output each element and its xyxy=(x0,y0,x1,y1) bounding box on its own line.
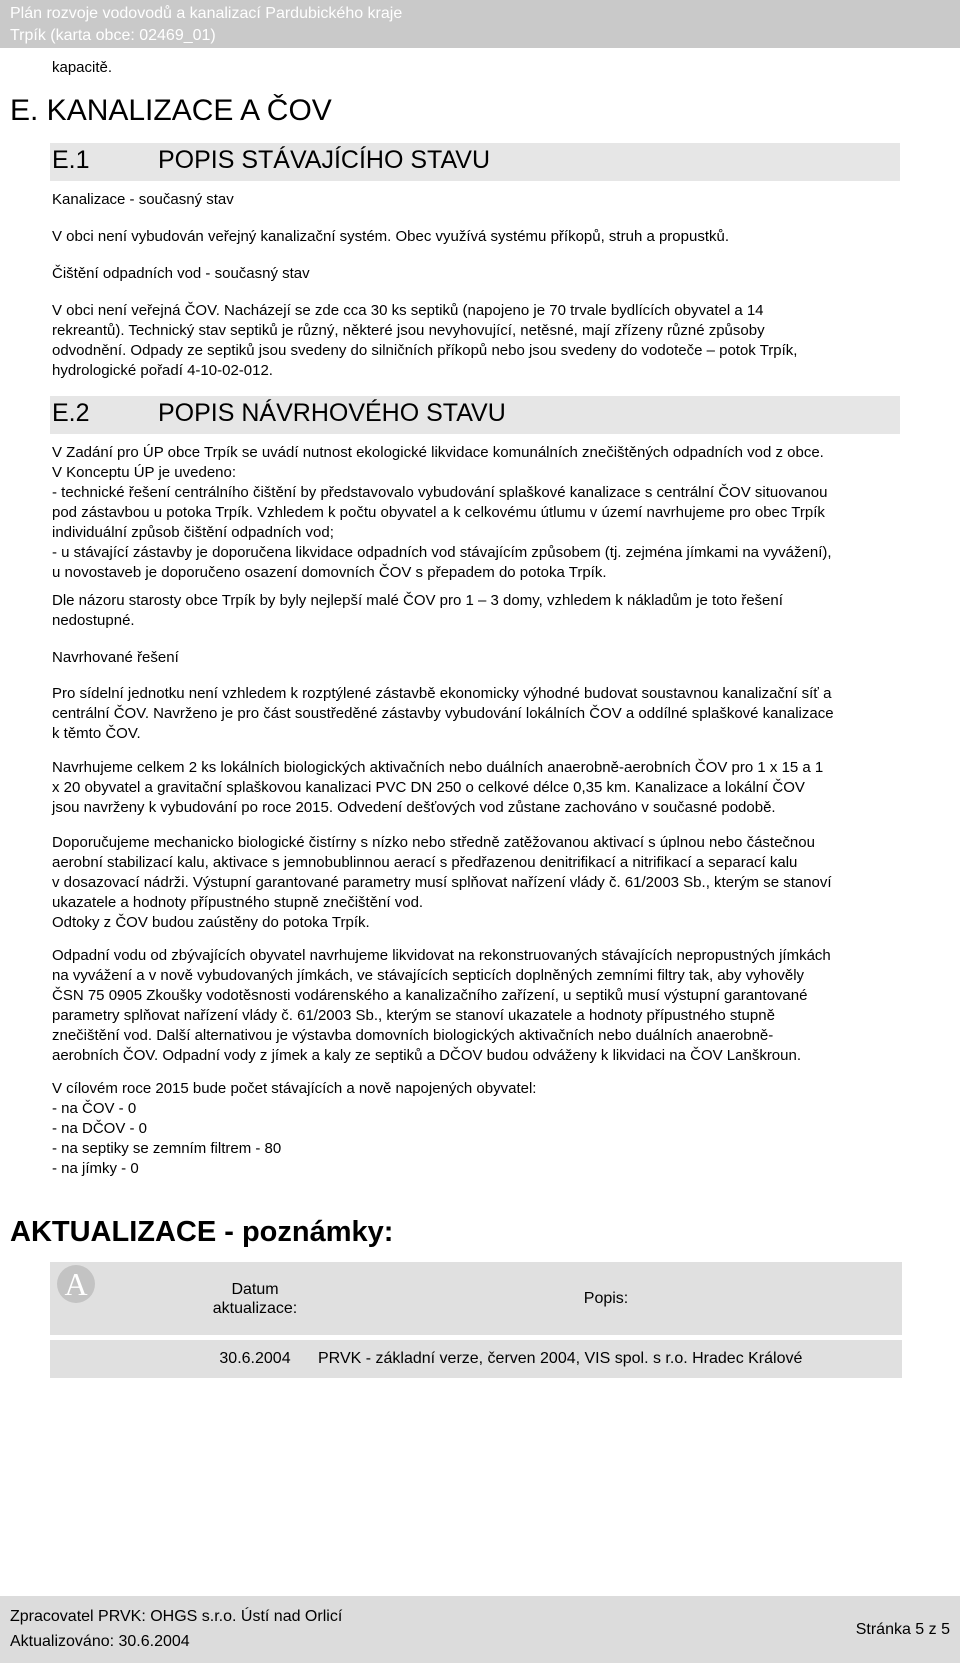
text-line: ukazatele a hodnoty přípustného stupně znečištění vod. xyxy=(52,894,424,911)
text-line: Pro sídelní jednotku není vzhledem k rozptýlené zástavbě ekonomicky výhodné budovat soustavnou kanalizační síť a xyxy=(52,685,832,702)
paragraph-wastewater-current xyxy=(52,301,902,381)
text-line: znečištění vod. Další alternativou je výstavba domovních biologických aktivačních nebo duálních anaerobně- xyxy=(52,1027,774,1044)
text-line: k těmto ČOV. xyxy=(52,725,141,742)
section-title: POPIS STÁVAJÍCÍHO STAVU xyxy=(158,146,491,174)
text-line: nedostupné. xyxy=(52,612,135,629)
text-line: V Zadání pro ÚP obce Trpík se uvádí nutnost ekologické likvidace komunálních znečištěných odpadních vod z obce. xyxy=(52,444,824,461)
text-line: Navrhujeme celkem 2 ks lokálních biologických aktivačních nebo duálních anaerobně-aerobních ČOV pro 1 x 15 a 1 xyxy=(52,759,824,776)
row-spacer xyxy=(50,1340,200,1378)
text-line: pod zástavbou u potoka Trpík. Vzhledem k počtu obyvatel a k celkovému útlumu v území navrhujeme pro obec Trpík xyxy=(52,504,825,521)
text-line: V cílovém roce 2015 bude počet stávajících a nově napojených obyvatel: xyxy=(52,1080,537,1097)
text-line: V Konceptu ÚP je uvedeno: xyxy=(52,464,237,481)
text-line: Odpadní vodu od zbývajících obyvatel navrhujeme likvidovat na rekonstruovaných stávajících nepropustných jímkách xyxy=(52,947,831,964)
subheading-wastewater-current: Čištění odpadních vod - současný stav xyxy=(52,265,310,282)
text-line: aerobních ČOV. Odpadní vody z jímek a kaly ze septiků a DČOV budou odváženy k likvidaci na ČOV Lanškroun. xyxy=(52,1047,802,1064)
date-header-line: Datum xyxy=(231,1280,279,1298)
text-line: v dosazovací nádrži. Výstupní garantované parametry musí splňovat nařízení vlády č. 61/2003 Sb., kterým se stanoví xyxy=(52,874,832,891)
text-line: aerobní stabilizací kalu, aktivace s jemnobublinnou aerací s předřazenou denitrifikací a nitrifikací a separací kalu xyxy=(52,854,798,871)
paragraph-recommendation xyxy=(52,833,912,933)
footer-processor: Zpracovatel PRVK: OHGS s.r.o. Ústí nad Orlicí xyxy=(10,1608,343,1625)
section-number: E.1 xyxy=(52,146,90,174)
date-column-header xyxy=(200,1262,310,1335)
text-line: na vyvážení a v nově vybudovaných jímkách, ve stávajících septicích doplněných zemními filtry tak, aby vyhověly xyxy=(52,967,805,984)
section-number: E.2 xyxy=(52,399,90,427)
paragraph-target-year xyxy=(52,1079,912,1179)
subheading-sewer-current: Kanalizace - současný stav xyxy=(52,191,234,208)
footer-updated: Aktualizováno: 30.6.2004 xyxy=(10,1633,190,1650)
text-line: x 20 obyvatel a gravitační splaškovou kanalizaci PVC DN 250 o celkové délce 0,35 km. Kanalizace a lokální ČOV xyxy=(52,779,805,796)
logo-cell xyxy=(50,1262,200,1335)
updates-title: AKTUALIZACE - poznámky: xyxy=(10,1216,394,1248)
text-line: u novostaveb je doporučeno osazení domovních ČOV s přepadem do potoka Trpík. xyxy=(52,564,607,581)
row-description: PRVK - základní verze, červen 2004, VIS spol. s r.o. Hradec Králové xyxy=(318,1350,803,1367)
chapter-title: E. KANALIZACE A ČOV xyxy=(10,94,332,127)
text-line: individuální způsob čištění odpadních vod; xyxy=(52,524,334,541)
table-row xyxy=(50,1340,902,1378)
text-line: centrální ČOV. Navrženo je pro část soustředěné zástavby vybudování lokálních ČOV a oddílné splaškové kanalizace xyxy=(52,705,834,722)
list-item: - na DČOV - 0 xyxy=(52,1120,148,1137)
description-column-header: Popis: xyxy=(583,1289,629,1307)
text-line: odvodnění. Odpady ze septiků jsou svedeny do silničních příkopů nebo jsou svedeny do vodoteče – potok Trpík, xyxy=(52,342,798,359)
section-title: POPIS NÁVRHOVÉHO STAVU xyxy=(158,399,506,427)
text-line: hydrologické pořadí 4-10-02-012. xyxy=(52,362,273,379)
paragraph-plan-requirements xyxy=(52,443,912,583)
list-item: - na jímky - 0 xyxy=(52,1160,139,1177)
text-line: ČSN 75 0905 Zkoušky vodotěsnosti vodárenského a kanalizačního zařízení, u septiků musí výstupní garantované xyxy=(52,987,808,1004)
text-line: - technické řešení centrálního čištění by představovalo vybudování splaškové kanalizace s centrální ČOV situovanou xyxy=(52,484,828,501)
updates-table xyxy=(50,1262,902,1378)
footer-page-number: Stránka 5 z 5 xyxy=(855,1621,950,1638)
list-item: - na ČOV - 0 xyxy=(52,1100,137,1117)
logo-letter: A xyxy=(64,1266,88,1302)
text-line: - u stávající zástavby je doporučena likvidace odpadních vod stávajícím způsobem (tj. zejména jímkami na vyvážení), xyxy=(52,544,832,561)
paragraph-mayor-opinion xyxy=(52,591,912,631)
date-header-line: aktualizace: xyxy=(212,1299,298,1317)
paragraph-sewer-current: V obci není vybudován veřejný kanalizační systém. Obec využívá systému příkopů, struh a propustků. xyxy=(52,228,729,245)
header-title: Plán rozvoje vodovodů a kanalizací Pardubického kraje xyxy=(10,5,403,22)
text-line: Doporučujeme mechanicko biologické čistírny s nízko nebo středně zatěžovanou aktivací s úplnou nebo částečnou xyxy=(52,834,815,851)
header-municipality: Trpík (karta obce: 02469_01) xyxy=(10,27,216,44)
text-line: V obci není veřejná ČOV. Nacházejí se zde cca 30 ks septiků (napojeno je 70 trvale bydlících obyvatel a 14 xyxy=(52,302,764,319)
intro-fragment: kapacitě. xyxy=(52,59,113,76)
text-line: jsou navrženy k vybudování po roce 2015. Odvedení dešťových vod zůstane zachováno v současné podobě. xyxy=(52,799,776,816)
list-item: - na septiky se zemním filtrem - 80 xyxy=(52,1140,282,1157)
subheading-proposed-solution: Navrhované řešení xyxy=(52,649,179,666)
table-header-row xyxy=(50,1262,902,1335)
text-line: rekreantů). Technický stav septiků je různý, některé jsou nevyhovující, netěsné, mají zřízeny různé způsoby xyxy=(52,322,765,339)
paragraph-remaining-residents xyxy=(52,946,912,1066)
row-date: 30.6.2004 xyxy=(219,1350,291,1367)
text-line: Odtoky z ČOV budou zaústěny do potoka Trpík. xyxy=(52,914,370,931)
aktualizace-logo-icon xyxy=(50,1262,200,1330)
text-line: parametry splňovat nařízení vlády č. 61/2003 Sb., kterým se stanoví ukazatele a hodnoty přípustného stupně xyxy=(52,1007,775,1024)
paragraph-proposal xyxy=(52,684,912,744)
paragraph-local-wwtp xyxy=(52,758,912,818)
text-line: Dle názoru starosty obce Trpík by byly nejlepší malé ČOV pro 1 – 3 domy, vzhledem k nákladům je toto řešení xyxy=(52,592,783,609)
